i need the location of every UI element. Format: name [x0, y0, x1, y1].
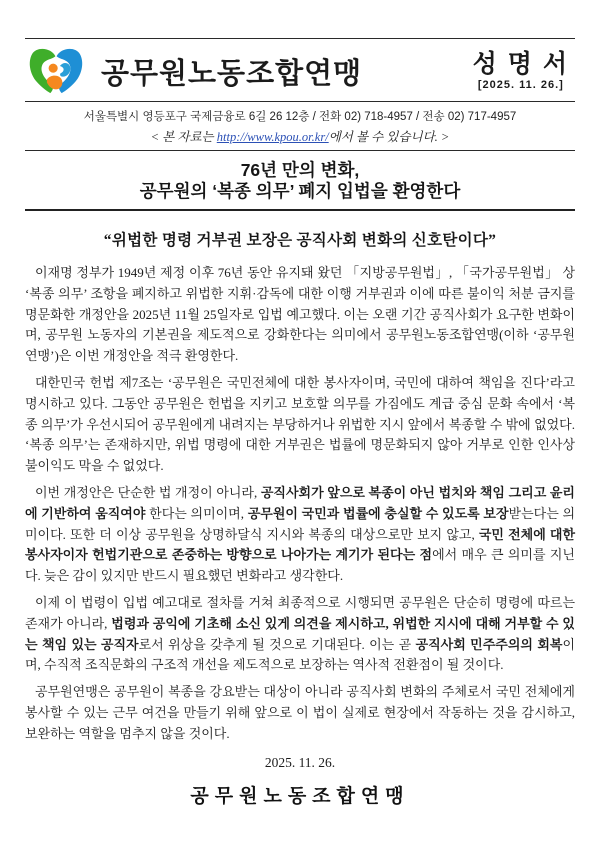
statement-body [25, 263, 575, 745]
statement-title-line2: 공무원의 ‘복종 의무’ 폐지 입법을 환영한다 [139, 181, 461, 201]
paragraph-1: 이재명 정부가 1949년 제정 이후 76년 동안 유지돼 왔던 「지방공무원법」, 「국가공무원법」 상 ‘복종 의무’ 조항을 폐지하고 위법한 지휘·감독에 대한 이행 거부권과 이에 따른 불이익 처분 금지를 명문화한 개정안을 2025년 11월 25일자로 입법 예고했다. 이는 오랜 기간 공직사회가 요구한 변화이며, 공무원 노동자의 기본권을 제도적으로 강화한다는 의미에서 공무원노동조합연맹(이하 ‘공무원연맹’)은 이번 개정안을 적극 환영한다. [25, 265, 575, 364]
statement-title-line1: 76년 만의 변화, [240, 160, 360, 180]
paragraph-4: 이제 이 법령이 입법 예고대로 절차를 거쳐 최종적으로 시행되면 공무원은 단순히 명령에 따르는 존재가 아니라, 법령과 공익에 기초해 소신 있게 의견을 제시하고, 위법한 지시에 대해 거부할 수 있는 책임 있는 공직자로서 위상을 갖추게 될 것으로 기대된다. 이는 곧 공직사회 민주주의의 회복이며, 수직적 조직문화의 구조적 개선을 제도적으로 보장하는 역사적 전환점이 될 것이다. [25, 594, 576, 673]
statement-title [25, 160, 575, 202]
header [25, 39, 575, 101]
paragraph-2: 대한민국 헌법 제7조는 ‘공무원은 국민전체에 대한 봉사자이며, 국민에 대하여 책임을 진다’라고 명시하고 있다. 그동안 공무원은 헌법을 지키고 보호할 의무를 가짐에도 계급 중심 문화 속에서 ‘복종 의무’가 우선시되어 공무원에게 내려지는 부당하거나 위법한 지시 앞에서 복종할 수 밖에 없었다. ‘복종 의무’는 존재하지만, 위법 명령에 대한 거부권은 법률에 명문화되지 않아 거부로 인한 인사상 불이익도 막을 수 없었다. [25, 374, 575, 474]
doc-type-block [473, 51, 573, 90]
signature-org-name: 공무원노동조합연맹 [190, 785, 410, 807]
org-address: 서울특별시 영등포구 국제금융로 6길 26 12층 / 전화 02) 718-4957 / 전송 02) 717-4957 [83, 111, 517, 123]
kpou-hands-heart-logo-icon [27, 46, 85, 96]
source-note-prefix: < 본 자료는 [150, 130, 217, 144]
source-note [25, 127, 575, 145]
header-divider [25, 101, 575, 102]
statement-date: 2025. 11. 26. [264, 754, 336, 770]
doc-date: [2025. 11. 26.] [477, 78, 564, 91]
source-note-suffix: 에서 볼 수 있습니다. > [328, 130, 450, 144]
paragraph-5: 공무원연맹은 공무원이 복종을 강요받는 대상이 아니라 공직사회 변화의 주체로서 국민 전체에게 봉사할 수 있는 근무 여건을 만들기 위해 앞으로 이 법이 실제로 현장에서 작동하는 것을 감시하고, 보완하는 역할을 멈추지 않을 것이다. [25, 684, 575, 741]
org-name: 공무원노동조합연맹 [101, 57, 363, 90]
paragraph-3: 이번 개정안은 단순한 법 개정이 아니라, 공직사회가 앞으로 복종이 아닌 법치와 책임 그리고 윤리에 기반하여 움직여야 한다는 의미이며, 공무원이 국민과 법률에 충실할 수 있도록 보장받는다는 의미이다. 또한 더 이상 공무원을 상명하달식 지시와 복종의 대상으로만 보지 않고, 국민 전체에 대한 봉사자이자 헌법기관으로 존중하는 방향으로 나아가는 계기가 된다는 점에서 매우 큰 의미를 지닌다. 늦은 감이 있지만 반드시 필요했던 변화라고 생각한다. [25, 484, 576, 584]
statement-subtitle: “위법한 명령 거부권 보장은 공직사회 변화의 신호탄이다” [103, 232, 497, 249]
source-url-link[interactable]: http://www.kpou.or.kr/ [216, 130, 329, 144]
address-divider [25, 150, 575, 151]
doc-type-label: 성 명 서 [472, 50, 569, 79]
title-underline [25, 209, 575, 211]
